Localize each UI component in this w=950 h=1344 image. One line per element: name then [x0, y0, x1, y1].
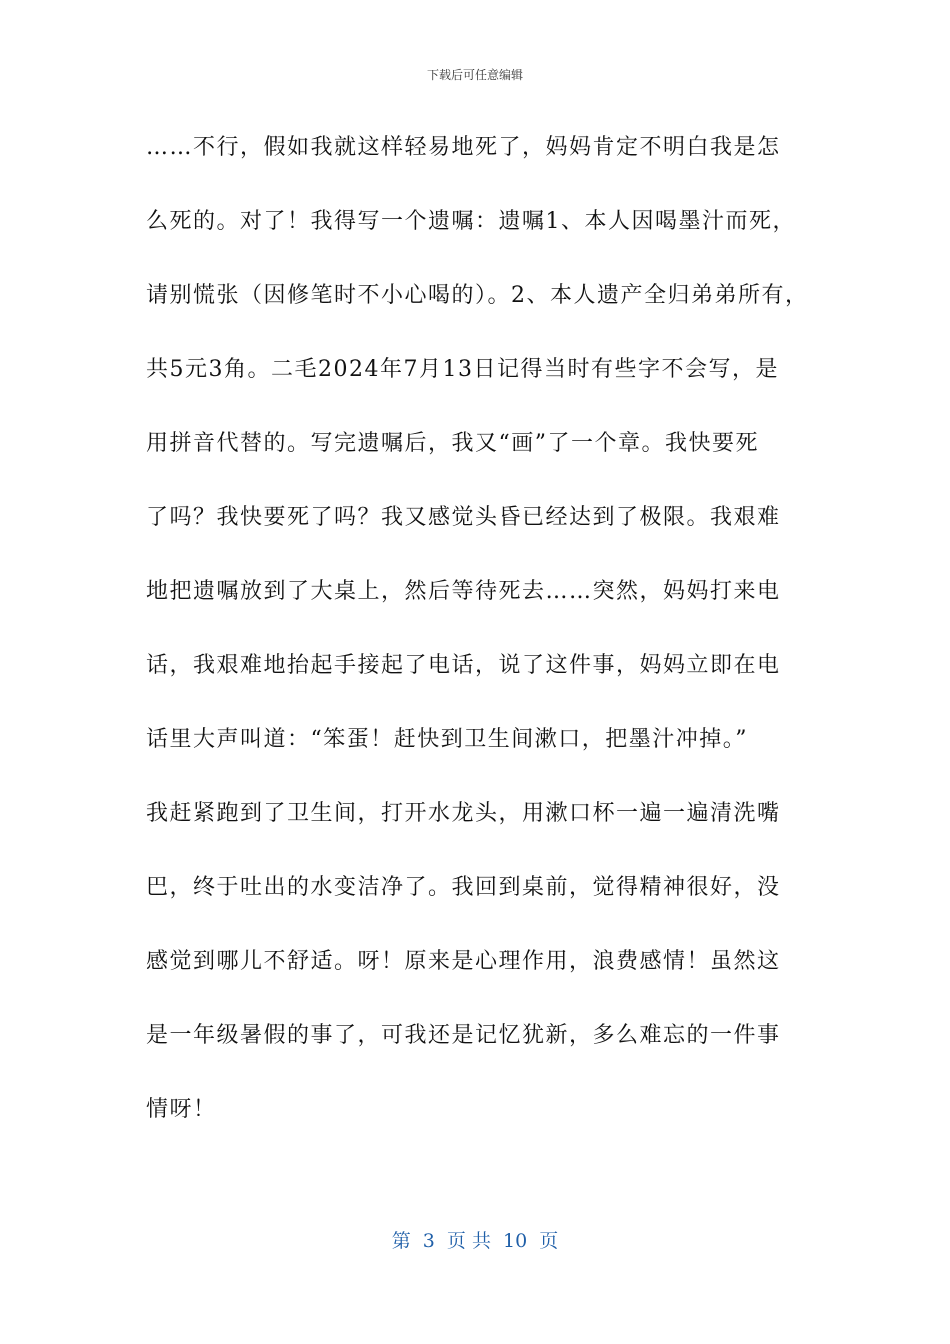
text-line: 用拼音代替的。写完遗嘱后，我又“画”了一个章。我快要死: [146, 431, 759, 456]
text-line: 么死的。对了！我得写一个遗嘱：遗嘱1、本人因喝墨汁而死，: [146, 209, 796, 234]
text-line: 共5元3角。二毛2024年7月13日记得当时有些字不会写，是: [146, 357, 779, 382]
text-line: 话，我艰难地抬起手接起了电话，说了这件事，妈妈立即在电: [146, 653, 781, 678]
text-line: 了吗？我快要死了吗？我又感觉头昏已经达到了极限。我艰难: [146, 505, 781, 530]
text-line: 巴，终于吐出的水变洁净了。我回到桌前，觉得精神很好，没: [146, 875, 781, 900]
text-line: 话里大声叫道：“笨蛋！赶快到卫生间漱口，把墨汁冲掉。”: [146, 727, 748, 752]
page-number-footer: 第 3 页 共 10 页: [391, 1230, 559, 1252]
text-line: ……不行，假如我就这样轻易地死了，妈妈肯定不明白我是怎: [146, 135, 781, 160]
text-line: 我赶紧跑到了卫生间，打开水龙头，用漱口杯一遍一遍清洗嘴: [146, 801, 781, 826]
text-line: 地把遗嘱放到了大桌上，然后等待死去……突然，妈妈打来电: [146, 579, 781, 604]
text-line: 感觉到哪儿不舒适。呀！原来是心理作用，浪费感情！虽然这: [146, 949, 781, 974]
text-line: 是一年级暑假的事了，可我还是记忆犹新，多么难忘的一件事: [146, 1023, 781, 1048]
text-line: 情呀！: [146, 1097, 217, 1122]
text-line: 请别慌张（因修笔时不小心喝的）。2、本人遗产全归弟弟所有，: [146, 283, 809, 308]
page-header: 下载后可任意编辑: [426, 68, 523, 82]
